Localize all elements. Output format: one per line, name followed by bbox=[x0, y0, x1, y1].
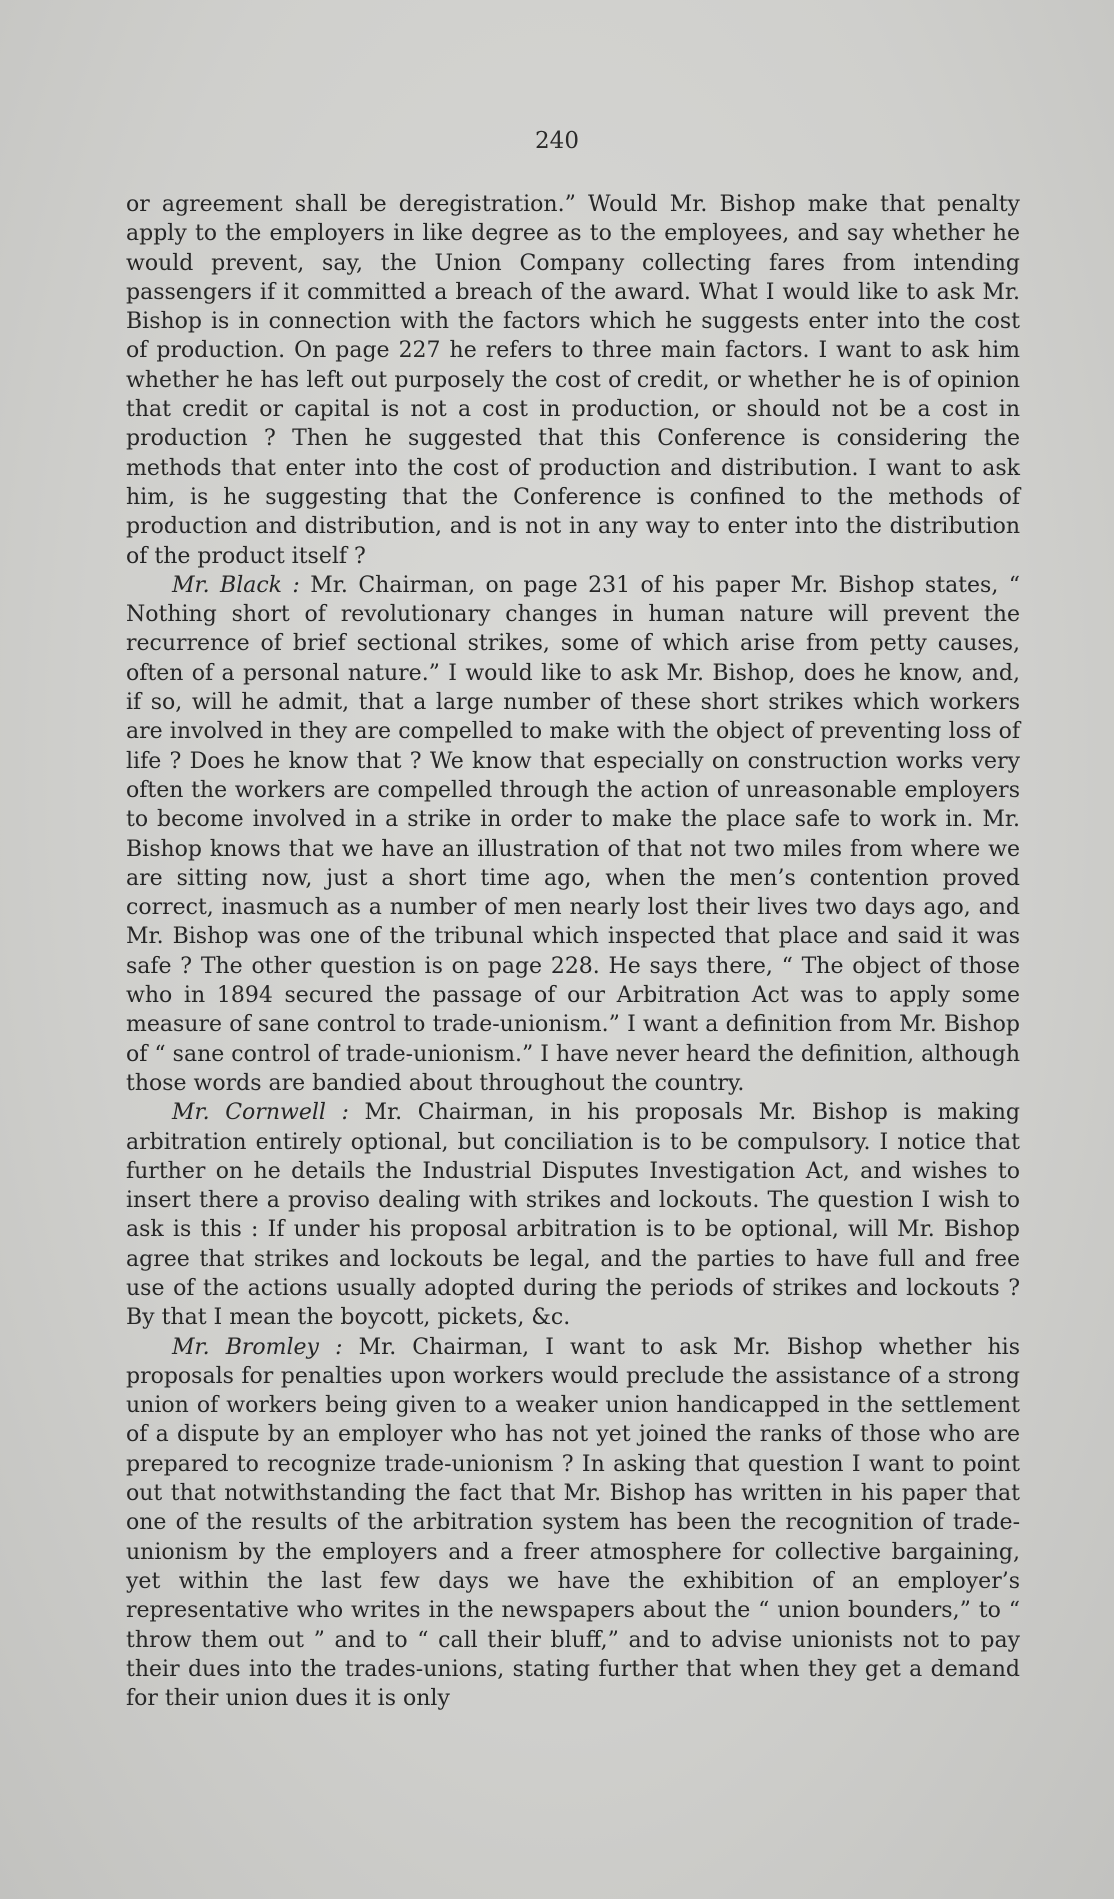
speaker-name: Mr. Black : bbox=[172, 572, 300, 598]
speaker-name: Mr. Cornwell : bbox=[172, 1100, 349, 1126]
paragraph-text: or agreement shall be deregistration.” Would Mr. Bishop make that penalty apply to the employers in like degree as to the employees, and say whether he would prevent, say, the Union Company collecting fares from intending passengers if it committed a breach of the award. What I would like to ask Mr. Bishop is in connection with the factors which he suggests enter into the cost of production. On page 227 he refers to three main factors. I want to ask him whether he has left out purposely the cost of credit, or whether he is of opinion that credit or capital is not a cost in production, or should not be a cost in production ? Then he suggested that this Conference is considering the methods that enter into the cost of production and distribution. I want to ask him, is he suggesting that the Conference is confined to the methods of production and distribution, and is not in any way to enter into the distribution of the product itself ? bbox=[126, 192, 1020, 569]
body-text bbox=[126, 190, 1020, 1713]
paragraph-text: Mr. Chairman, I want to ask Mr. Bishop whether his proposals for penalties upon workers would preclude the assistance of a strong union of workers being given to a weaker union handicapped in the settlement of a dispute by an employer who has not yet joined the ranks of those who are prepared to recognize trade-unionism ? In asking that question I want to point out that notwithstanding the fact that Mr. Bishop has written in his paper that one of the results of the arbitration system has been the recognition of trade-unionism by the employers and a freer atmosphere for collective bargaining, yet within the last few days we have the exhibition of an employer’s representative who writes in the newspapers about the “ union bounders,” to “ throw them out ” and to “ call their bluff,” and to advise unionists not to pay their dues into the trades-unions, stating further that when they get a demand for their union dues it is only bbox=[126, 1334, 1020, 1712]
page-number: 240 bbox=[535, 128, 579, 154]
paragraph-continuation bbox=[126, 190, 1020, 571]
speaker-name: Mr. Bromley : bbox=[172, 1334, 343, 1360]
paragraph-cornwell bbox=[126, 1098, 1020, 1332]
paragraph-text: Mr. Chairman, on page 231 of his paper Mr. Bishop states, “ Nothing short of revolutionary changes in human nature will prevent the recurrence of brief sectional strikes, some of which arise from petty causes, often of a personal nature.” I would like to ask Mr. Bishop, does he know, and, if so, will he admit, that a large number of these short strikes which workers are involved in they are compelled to make with the object of preventing loss of life ? Does he know that ? We know that especially on construction works very often the workers are compelled through the action of unreasonable employers to become involved in a strike in order to make the place safe to work in. Mr. Bishop knows that we have an illustration of that not two miles from where we are sitting now, just a short time ago, when the men’s contention proved correct, inasmuch as a number of men nearly lost their lives two days ago, and Mr. Bishop was one of the tribunal which inspected that place and said it was safe ? The other question is on page 228. He says there, “ The object of those who in 1894 secured the passage of our Arbitration Act was to apply some measure of sane control to trade-unionism.” I want a definition from Mr. Bishop of “ sane control of trade-unionism.” I have never heard the definition, although those words are bandied about throughout the country. bbox=[126, 572, 1020, 1096]
paragraph-bromley bbox=[126, 1333, 1020, 1714]
paragraph-black bbox=[126, 571, 1020, 1098]
paragraph-text: Mr. Chairman, in his proposals Mr. Bishop is making arbitration entirely optional, but conciliation is to be compulsory. I notice that further on he details the Industrial Disputes Investigation Act, and wishes to insert there a proviso dealing with strikes and lockouts. The question I wish to ask is this : If under his proposal arbitration is to be optional, will Mr. Bishop agree that strikes and lockouts be legal, and the parties to have full and free use of the actions usually adopted during the periods of strikes and lockouts ? By that I mean the boycott, pickets, &c. bbox=[126, 1100, 1020, 1331]
